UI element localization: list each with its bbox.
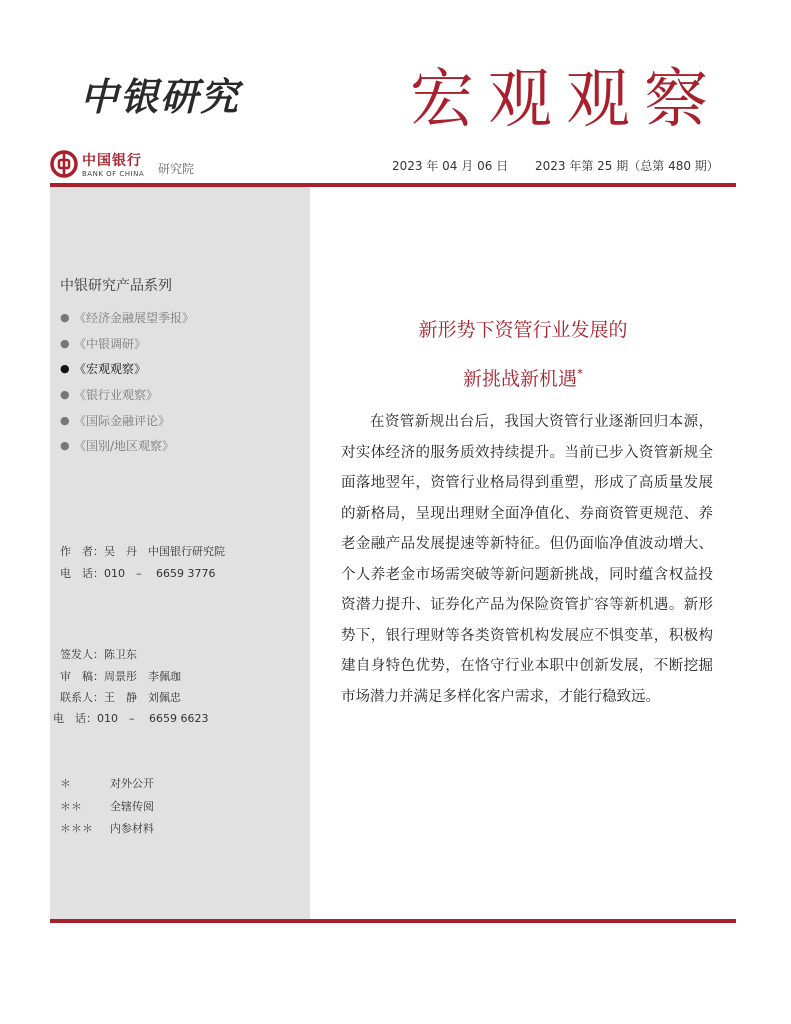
security-label: 全辖传阅 <box>110 799 154 813</box>
series-list <box>60 305 194 459</box>
author-phone: 电 话：010 – 6659 3776 <box>60 567 216 580</box>
bank-name-cn: 中国银行 <box>82 153 142 169</box>
bullet-icon: ● <box>60 439 70 453</box>
bullet-icon: ● <box>60 311 70 325</box>
series-item <box>60 305 194 331</box>
bullet-icon: ● <box>60 362 70 376</box>
bottom-divider <box>50 919 736 923</box>
research-logo: 中银研究 <box>80 74 241 119</box>
signer-line: 签发人：陈卫东 <box>60 648 137 661</box>
series-item-label: 《中银调研》 <box>74 336 147 351</box>
bullet-icon: ● <box>60 388 70 402</box>
bullet-icon: ● <box>60 336 70 350</box>
article-summary: 在资管新规出台后，我国大资管行业逐渐回归本源，对实体经济的服务质效持续提升。当前已步入资管新规全面落地翌年，资管行业格局得到重塑，形成了高质量发展的新格局，呈现出理财全面净值化、券商资管更规范、养老金融产品发展提速等新特征。但仍面临净值波动增大、个人养老金市场需突破等新问题新挑战，同时蕴含权益投资潜力提升、证券化产品为保险资管扩容等新机遇。新形势下，银行理财等各类资管机构发展应不惧变革，积极构建自身特色优势，在恪守行业本职中创新发展，不断挖掘市场潜力并满足多样化客户需求，才能行稳致远。 <box>341 414 713 705</box>
security-label: 对外公开 <box>110 777 154 791</box>
report-date: 2023 年 04 月 06 日 <box>392 159 509 173</box>
article-title-line1: 新形势下资管行业发展的 <box>418 319 628 341</box>
security-levels <box>60 772 154 840</box>
contact-phone: 电 话：010 – 6659 6623 <box>53 712 209 725</box>
security-row <box>60 817 154 840</box>
series-item-label: 《经济金融展望季报》 <box>74 311 195 326</box>
report-title: 宏观观察 <box>410 63 722 137</box>
issue-number: 2023 年第 25 期（总第 480 期） <box>535 159 719 173</box>
security-row <box>60 795 154 818</box>
series-item-label: 《宏观观察》 <box>74 362 147 377</box>
reviewer-line: 审 稿：周景彤 李佩珈 <box>60 670 181 683</box>
article-title-line2 <box>310 364 736 391</box>
article-title-text: 新挑战新机遇 <box>462 368 577 390</box>
bank-of-china-emblem-icon <box>50 150 78 178</box>
series-item-active <box>60 356 194 382</box>
series-item-label: 《银行业观察》 <box>74 388 159 403</box>
author-line: 作 者：吴 丹 中国银行研究院 <box>60 545 225 558</box>
contact-line: 联系人：王 静 刘佩忠 <box>60 691 181 704</box>
bank-name-en: BANK OF CHINA <box>82 170 145 178</box>
bank-logo <box>50 150 144 178</box>
series-item <box>60 331 194 357</box>
security-stars: ＊＊＊ <box>60 822 93 836</box>
institute-label: 研究院 <box>158 162 195 176</box>
series-item <box>60 433 194 459</box>
series-item <box>60 382 194 408</box>
bullet-icon: ● <box>60 413 70 427</box>
security-stars: ＊ <box>60 777 71 791</box>
footnote-mark: * <box>577 366 583 381</box>
security-stars: ＊＊ <box>60 799 82 813</box>
security-row <box>60 772 154 795</box>
series-heading: 中银研究产品系列 <box>60 278 172 294</box>
series-item <box>60 407 194 433</box>
series-item-label: 《国际金融评论》 <box>74 413 171 428</box>
series-item-label: 《国别/地区观察》 <box>74 439 175 454</box>
security-label: 内参材料 <box>110 822 154 836</box>
